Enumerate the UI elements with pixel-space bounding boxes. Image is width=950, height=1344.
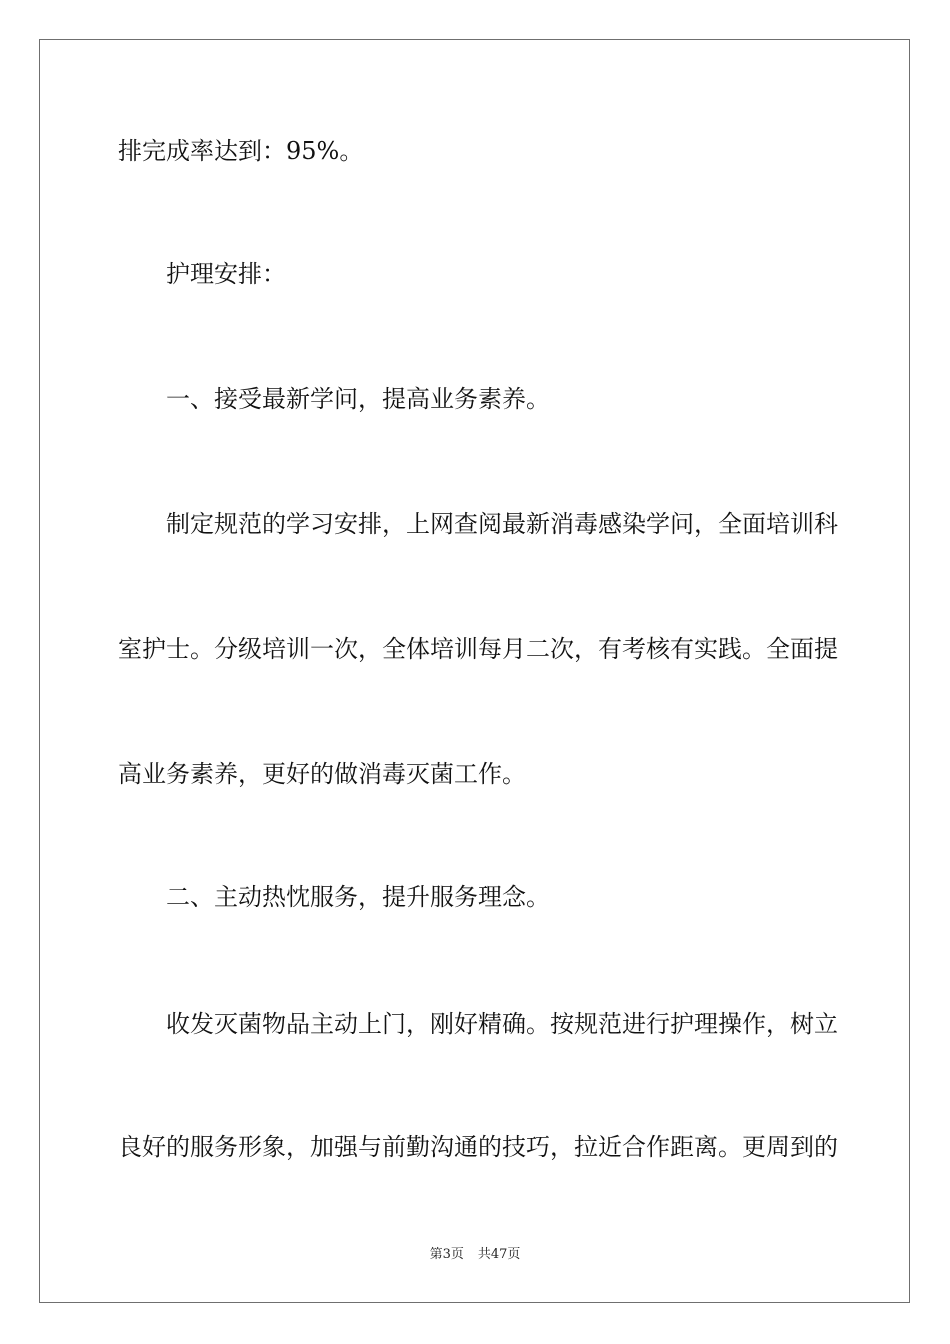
paragraph-line: 收发灭菌物品主动上门，刚好精确。按规范进行护理操作，树立: [166, 1010, 838, 1038]
paragraph-line: 高业务素养，更好的做消毒灭菌工作。: [118, 760, 526, 788]
page-footer: [0, 1245, 950, 1265]
paragraph-line: 制定规范的学习安排，上网查阅最新消毒感染学问，全面培训科: [166, 510, 838, 538]
section-heading: 一、接受最新学问，提高业务素养。: [166, 385, 550, 413]
paragraph-line: 良好的服务形象，加强与前勤沟通的技巧，拉近合作距离。更周到的: [118, 1133, 838, 1161]
page-border: [39, 39, 910, 1303]
paragraph-line: 室护士。分级培训一次，全体培训每月二次，有考核有实践。全面提: [118, 635, 838, 663]
paragraph-line: 排完成率达到：95%。: [118, 137, 364, 165]
page-number: 第3页: [429, 1247, 464, 1262]
page-total: 共47页: [477, 1247, 521, 1262]
section-heading: 二、主动热忱服务，提升服务理念。: [166, 883, 550, 911]
section-heading: 护理安排：: [166, 260, 286, 288]
